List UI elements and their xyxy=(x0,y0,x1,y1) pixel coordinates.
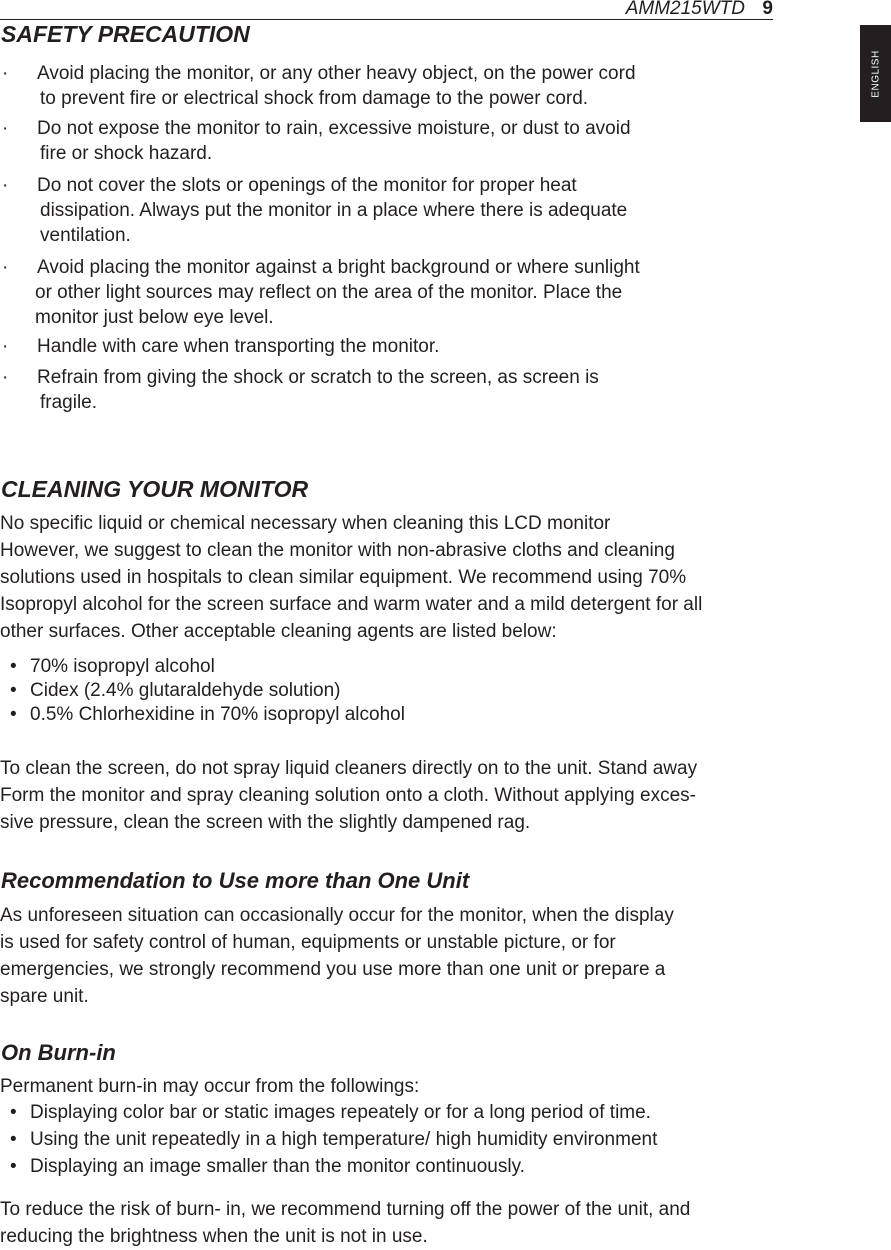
burnin-advice: To reduce the risk of burn- in, we recommend turning off the power of the unit, and reducing the brightness when the unit is not in use. xyxy=(0,1199,691,1247)
cleaning-intro: No specific liquid or chemical necessary when cleaning this LCD monitor However, we suggest to clean the monitor with non-abrasive cloths and cleaning solutions used in hospitals to clean similar equipment. We recommend using 70% Isopropyl alcohol for the screen surface and warm water and a mild detergent for all other surfaces. Other acceptable cleaning agents are listed below: xyxy=(0,513,703,642)
page-header xyxy=(0,0,773,20)
burnin-intro: Permanent burn-in may occur from the followings: xyxy=(0,1076,420,1097)
language-tab xyxy=(860,25,891,122)
model-number: AMM215WTD xyxy=(625,0,745,19)
list-item: • 70% isopropyl alcohol xyxy=(10,656,215,677)
list-item: • Displaying color bar or static images repeately or for a long period of time. xyxy=(10,1102,651,1123)
page-number: 9 xyxy=(762,0,773,19)
cleaning-title: CLEANING YOUR MONITOR xyxy=(1,476,309,502)
list-item: • 0.5% Chlorhexidine in 70% isopropyl alcohol xyxy=(10,704,405,725)
recommendation-title: Recommendation to Use more than One Unit xyxy=(1,868,470,893)
cleaning-instructions: To clean the screen, do not spray liquid cleaners directly on to the unit. Stand away Form the monitor and spray cleaning solution onto a cloth. Without applying exces- sive pressure, clean the screen with the slightly dampened rag. xyxy=(0,758,698,833)
recommendation-text: As unforeseen situation can occasionally occur for the monitor, when the display is used for safety control of human, equipments or unstable picture, or for emergencies, we strongly recommend you use more than one unit or prepare a spare unit. xyxy=(0,905,674,1007)
list-item: • Cidex (2.4% glutaraldehyde solution) xyxy=(10,680,341,701)
list-item: • Displaying an image smaller than the monitor continuously. xyxy=(10,1156,525,1177)
burnin-title: On Burn-in xyxy=(1,1040,116,1065)
cleaning-agents-list xyxy=(0,655,405,727)
burnin-causes-list xyxy=(0,1099,657,1180)
language-label: ENGLISH xyxy=(870,49,881,98)
list-item: • Using the unit repeatedly in a high temperature/ high humidity environment xyxy=(10,1129,658,1150)
safety-title: SAFETY PRECAUTION xyxy=(1,21,250,47)
